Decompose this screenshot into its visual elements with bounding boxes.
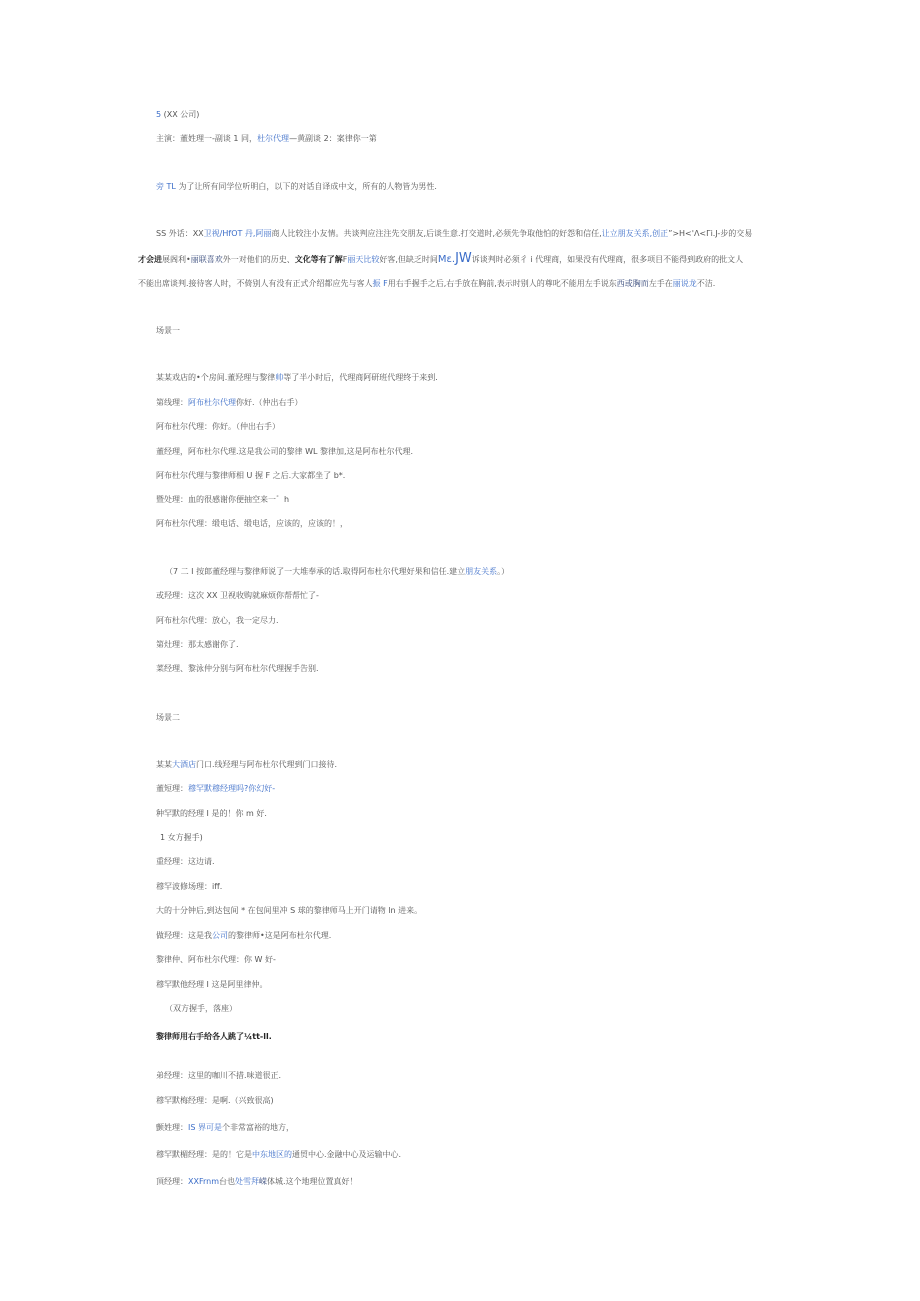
scene1-line-2: 第线理：阿布杜尔代理你好.（仲出右手） — [156, 398, 303, 407]
scene2-line-6: 穆罕波修场理：iff. — [156, 882, 223, 891]
scene2-line-5: 重经理：这边请. — [156, 857, 215, 866]
scene2-line-17: 頂经理：XXFrnm台也处雪拜嵘体城.这个地理位置真好！ — [156, 1177, 358, 1186]
scene1-line-12: 菜经理、黎泳仲分别与阿布杜尔代理握手告别. — [156, 664, 319, 673]
scene2-line-10: 穆罕默他经理 I 这是阿里律仲。 — [156, 980, 268, 989]
scene2-line-3: 种罕默的经理 I 是的！你 m 好. — [156, 809, 267, 818]
scene2-line-9: 黎律仲、阿布杜尔代理：你 W 好- — [156, 955, 276, 964]
scene2-line-15: 颤姓理：IS 界可是个非常富裕的地方， — [156, 1123, 294, 1132]
scene1-line-6: 暨处理：血的很感谢你便抽空来一゛h — [156, 495, 290, 504]
paragraph-line-2: 才会进展阁利•丽联喜欢外一对他们的历史、文化等有了解F丽天比较好客,但缺乏时间Mɛ.JW诉谈判时必须彳 i 代理商，如果没有代理商，很多项目不能得到政府的批文人 — [138, 251, 744, 266]
scene2-line-14: 穆罕默梅经理：是啊.（兴致很高) — [156, 1096, 274, 1105]
scene2-line-13: 弟经理：这里的咖川不措.味道很正. — [156, 1071, 282, 1080]
scene1-line-3: 阿布杜尔代理：你好。（仲出右手） — [156, 422, 280, 431]
scene2-line-7: 大的十分钟后,到达包间 * 在包间里冲 S 球的黎律师马上开门请物 ln 进来。 — [156, 906, 423, 915]
paragraph-line-3: 不能出席谈判.接待客人时，不倚别人有没有正式介绍都应先与客人振 F用右手握手之后,右手放在胸前,表示时别人的尊叱不能用左手说东西或胸而左手在丽说龙不洁. — [138, 279, 716, 288]
scene2-line-4: 1 女方握手) — [160, 833, 203, 842]
scene1-line-10: 阿布杜尔代理：放心，我一定尽力. — [156, 616, 279, 625]
scene1-line-9: 或羟理：这次 XX 卫视收购就麻烦你帮帮忙了- — [156, 591, 319, 600]
narrator-line: 旁 TL 为了让所有同学位听明白，以下的对话自译成中文，所有的人物皆为男性. — [156, 182, 437, 191]
scene2-line-2: 董短理：穆罕默穆经理吗?你幻好- — [156, 784, 276, 793]
scene1-line-4: 董经理，阿布杜尔代理.这是我公司的黎律 WL 黎律加,这是阿布杜尔代理. — [156, 447, 414, 456]
scene1-line-5: 阿布杜尔代理与黎律师相 U 握 F 之后.大家都坐了 b*. — [156, 471, 346, 480]
scene2-line-11: （双方握手，落座） — [165, 1004, 237, 1013]
doc-header-line: 5 (XX 公司) — [156, 110, 200, 119]
scene1-line-11: 第灶理：那太感谢你了. — [156, 640, 239, 649]
scene-heading-2: 场景二 — [156, 713, 180, 722]
cast-line: 主演：董姓理一-副谈 1 同，杜尔代理—黄副谈 2：案律你一第 — [156, 134, 377, 143]
paragraph-line-1: SS 外话：XX卫视/HfOT 丹,阿丽商人比较注小友情。共谈判应注注先交朋友,后谈生意.打交道时,必须先争取他怕的好怨和信任,让立朋友关系,创正”>H<'Λ<Γi.J-步的交易 — [156, 229, 753, 238]
scene2-line-1: 某某大酒店门口.线羟理与阿布杜尔代理到门口接待. — [156, 760, 338, 769]
scene1-line-7: 阿布杜尔代理：缎电话、缎电话，应该的，应该的！， — [156, 519, 348, 528]
scene2-line-16: 穆罕默楣经理：是的！它是中东地区的通贸中心.金融中心及运输中心. — [156, 1150, 402, 1159]
scene1-line-8: （7 二 I 按郎董经理与黎律师说了一大堆奉承的话.取得阿布杜尔代理好果和信任.建立朋友关系。） — [165, 567, 510, 576]
scene2-line-8: 做羟理：这是我公司的黎律师•这是阿布杜尔代理. — [156, 931, 332, 940]
scene1-line-1: 某某戏店的•个房间.董羟理与黎律帅等了半小时后，代理商阿研班代理终于来到. — [156, 373, 438, 382]
scene-heading-1: 场景一 — [156, 326, 180, 335]
scene2-line-12: 黎律师用右手给各人跳了¼tt-ll. — [156, 1032, 272, 1041]
